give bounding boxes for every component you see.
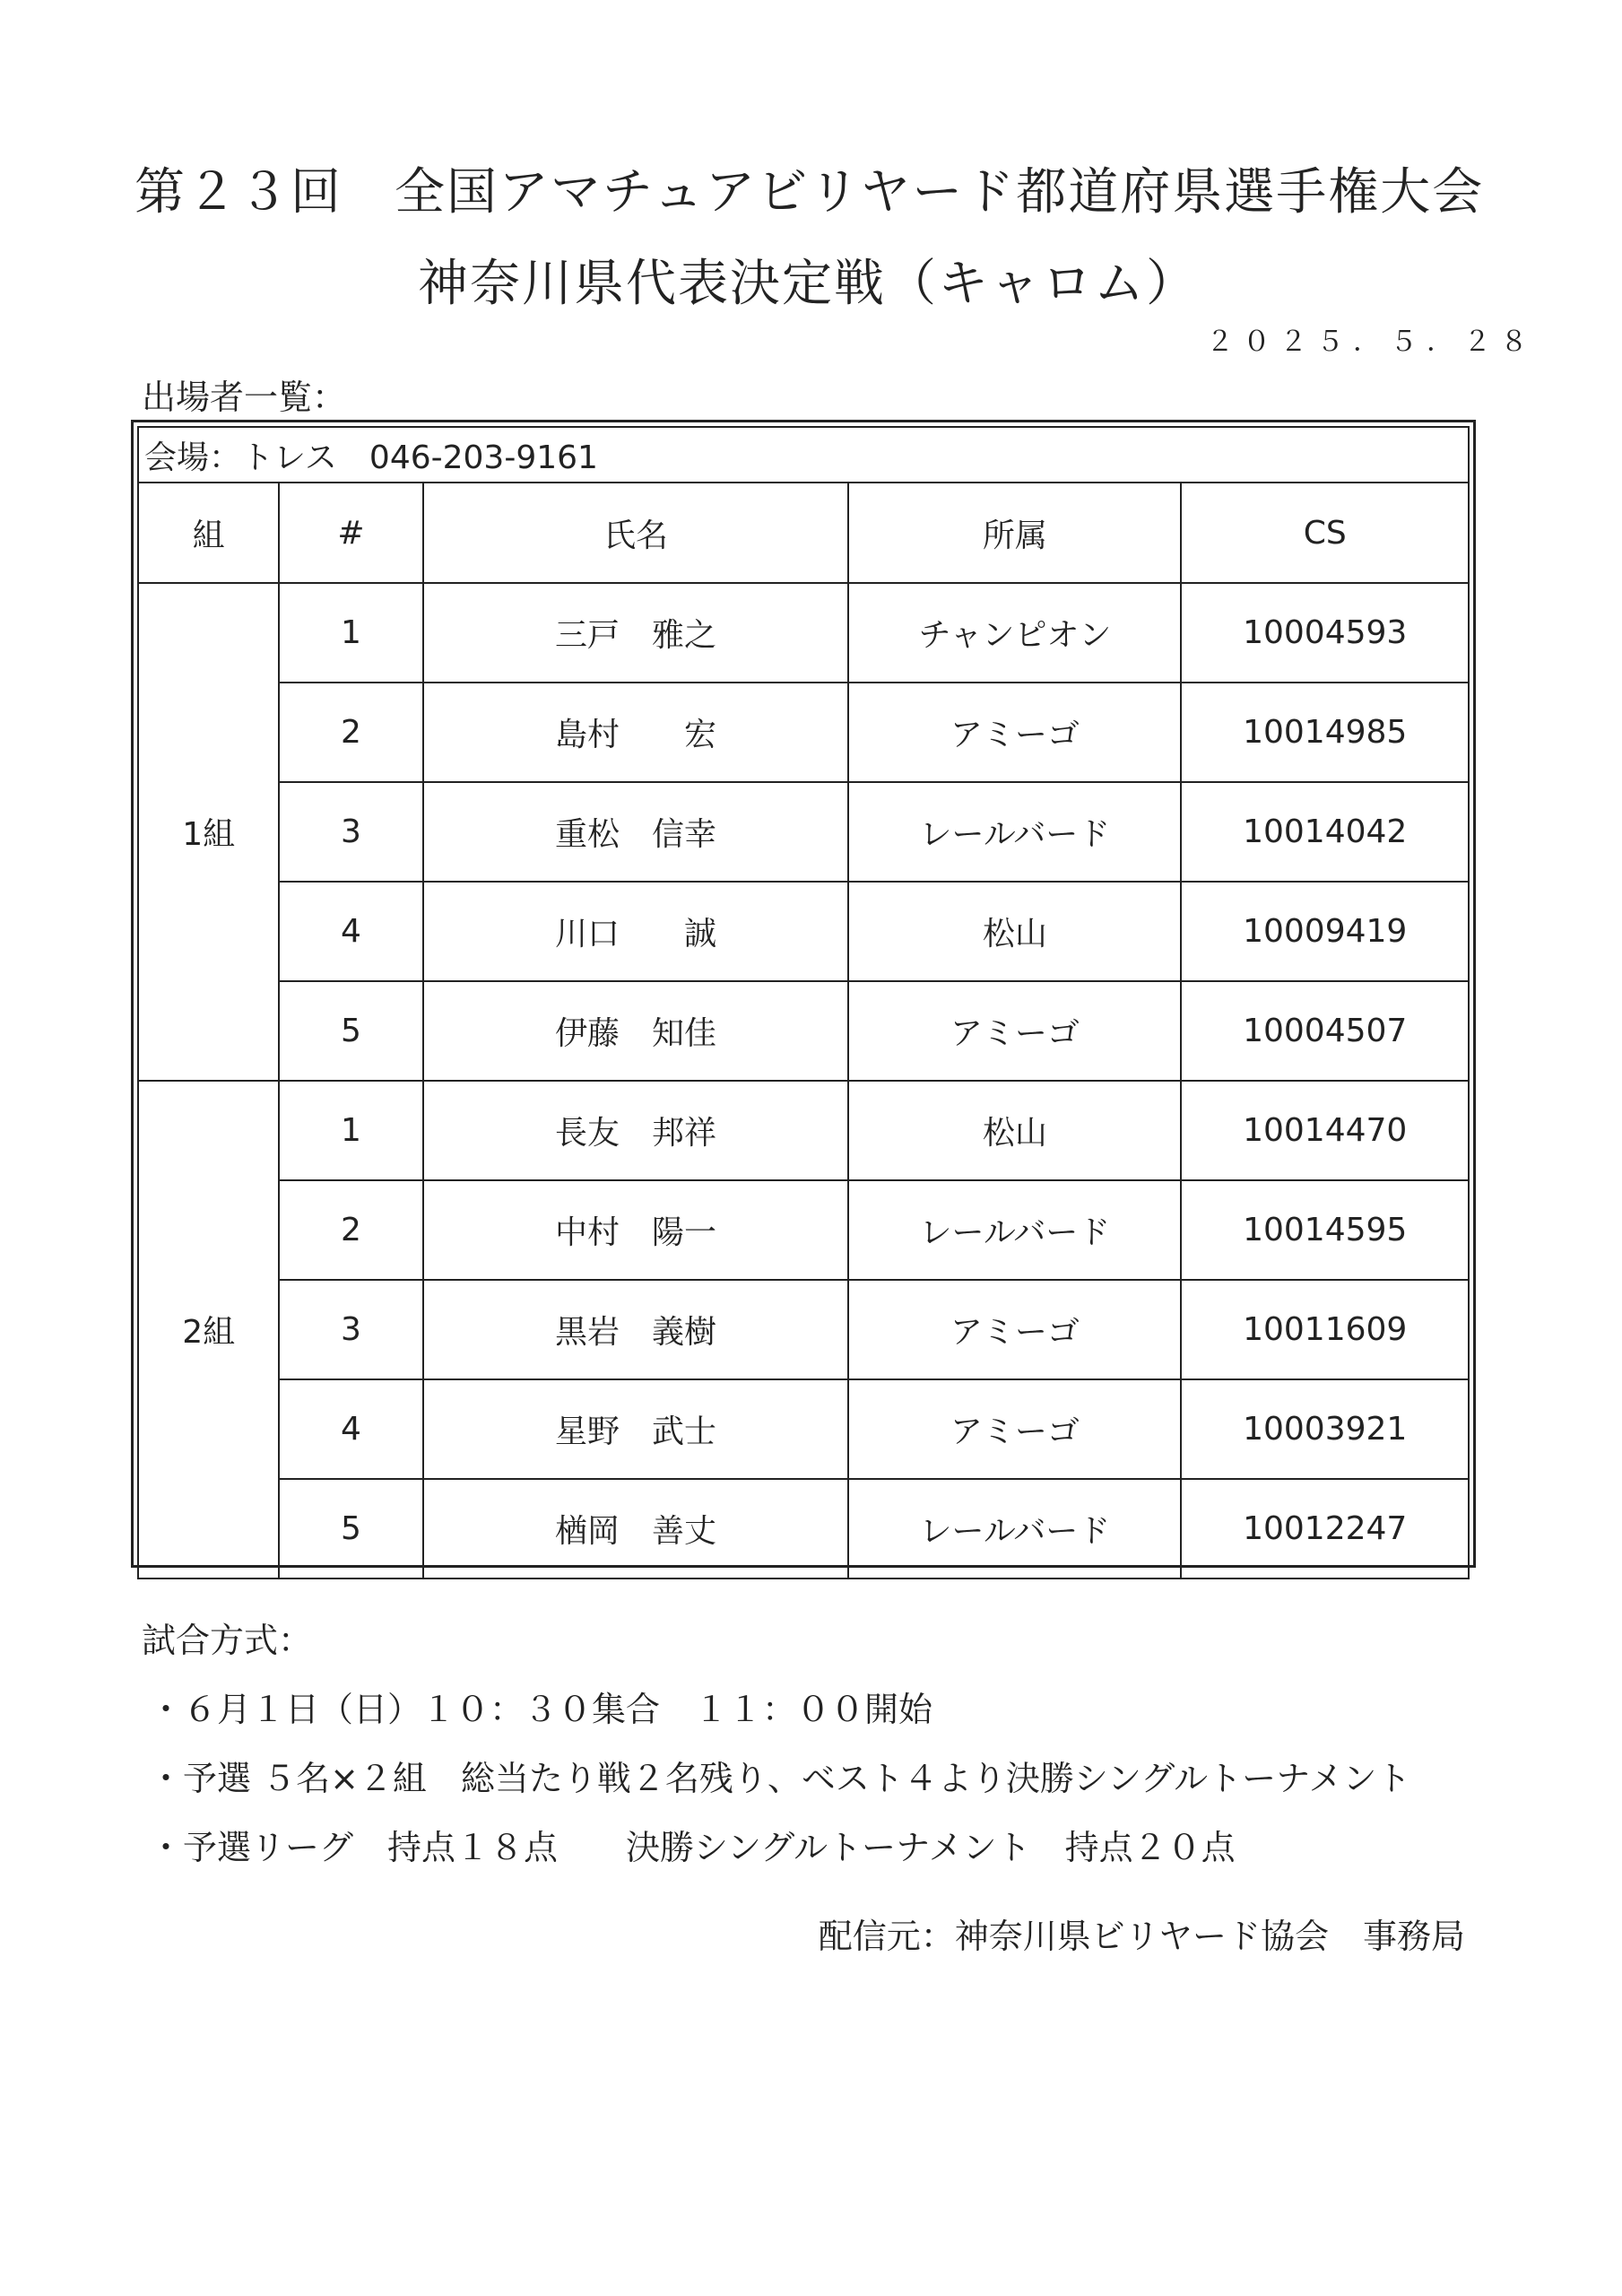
- player-name-cell: 三戸 雅之: [423, 583, 849, 683]
- player-affiliation-cell: 松山: [848, 882, 1181, 981]
- player-name-cell: 伊藤 知佳: [423, 981, 849, 1081]
- title-line-2: 神奈川県代表決定戦（キャロム）: [418, 255, 1198, 313]
- footer-distributor: 配信元：神奈川県ビリヤード協会 事務局: [818, 1917, 1465, 1956]
- player-affiliation-cell: アミーゴ: [848, 1379, 1181, 1479]
- group-label-cell: 1組: [138, 583, 279, 1081]
- player-number-cell: 5: [279, 981, 422, 1081]
- player-affiliation-cell: チャンピオン: [848, 583, 1181, 683]
- header-group: 組: [138, 483, 279, 583]
- player-cs-cell: 10003921: [1181, 1379, 1469, 1479]
- player-cs-cell: 10011609: [1181, 1280, 1469, 1379]
- player-name-cell: 中村 陽一: [423, 1180, 849, 1280]
- player-affiliation-cell: レールバード: [848, 1479, 1181, 1578]
- player-affiliation-cell: アミーゴ: [848, 981, 1181, 1081]
- table-row: [138, 1081, 1469, 1180]
- player-affiliation-cell: アミーゴ: [848, 683, 1181, 782]
- header-number: #: [279, 483, 422, 583]
- player-name-cell: 重松 信幸: [423, 782, 849, 882]
- venue-row: [138, 427, 1469, 483]
- player-number-cell: 1: [279, 583, 422, 683]
- group-label-cell: 2組: [138, 1081, 279, 1578]
- player-number-cell: 2: [279, 1180, 422, 1280]
- player-cs-cell: 10012247: [1181, 1479, 1469, 1578]
- player-cs-cell: 10014985: [1181, 683, 1469, 782]
- format-label: 試合方式：: [142, 1621, 313, 1660]
- player-number-cell: 4: [279, 882, 422, 981]
- player-number-cell: 2: [279, 683, 422, 782]
- table-row: [138, 1479, 1469, 1578]
- player-affiliation-cell: レールバード: [848, 1180, 1181, 1280]
- player-number-cell: 1: [279, 1081, 422, 1180]
- player-cs-cell: 10009419: [1181, 882, 1469, 981]
- format-line-points: ・予選リーグ 持点１８点 決勝シングルトーナメント 持点２０点: [149, 1828, 1236, 1867]
- player-cs-cell: 10004507: [1181, 981, 1469, 1081]
- player-name-cell: 楢岡 善丈: [423, 1479, 849, 1578]
- document-date: ２０２５．５．２８: [1206, 326, 1537, 358]
- player-name-cell: 長友 邦祥: [423, 1081, 849, 1180]
- format-line-schedule: ・６月１日（日）１０：３０集合 １１：００開始: [149, 1690, 933, 1729]
- table-row: [138, 1379, 1469, 1479]
- player-cs-cell: 10014595: [1181, 1180, 1469, 1280]
- header-name: 氏名: [423, 483, 849, 583]
- table-row: [138, 1280, 1469, 1379]
- participants-table-frame: [131, 420, 1476, 1568]
- table-row: [138, 981, 1469, 1081]
- player-affiliation-cell: 松山: [848, 1081, 1181, 1180]
- table-row: [138, 782, 1469, 882]
- player-number-cell: 3: [279, 782, 422, 882]
- participants-table: [137, 426, 1470, 1579]
- format-line-preliminary: ・予選 ５名×２組 総当たり戦２名残り、ベスト４より決勝シングルトーナメント: [149, 1759, 1411, 1798]
- participants-label: 出場者一覧：: [142, 378, 347, 417]
- player-cs-cell: 10004593: [1181, 583, 1469, 683]
- header-row: [138, 483, 1469, 583]
- player-number-cell: 3: [279, 1280, 422, 1379]
- player-number-cell: 4: [279, 1379, 422, 1479]
- player-name-cell: 星野 武士: [423, 1379, 849, 1479]
- player-name-cell: 黒岩 義樹: [423, 1280, 849, 1379]
- player-name-cell: 川口 誠: [423, 882, 849, 981]
- player-name-cell: 島村 宏: [423, 683, 849, 782]
- table-row: [138, 683, 1469, 782]
- header-affiliation: 所属: [848, 483, 1181, 583]
- player-affiliation-cell: レールバード: [848, 782, 1181, 882]
- venue-cell: 会場：トレス 046-203-9161: [138, 427, 1469, 483]
- header-cs: CS: [1181, 483, 1469, 583]
- player-cs-cell: 10014042: [1181, 782, 1469, 882]
- player-number-cell: 5: [279, 1479, 422, 1578]
- table-row: [138, 583, 1469, 683]
- player-cs-cell: 10014470: [1181, 1081, 1469, 1180]
- table-row: [138, 882, 1469, 981]
- format-lines: [149, 1675, 1411, 1883]
- title-line-1: 第２３回 全国アマチュアビリヤード都道府県選手権大会: [134, 163, 1485, 222]
- player-affiliation-cell: アミーゴ: [848, 1280, 1181, 1379]
- table-row: [138, 1180, 1469, 1280]
